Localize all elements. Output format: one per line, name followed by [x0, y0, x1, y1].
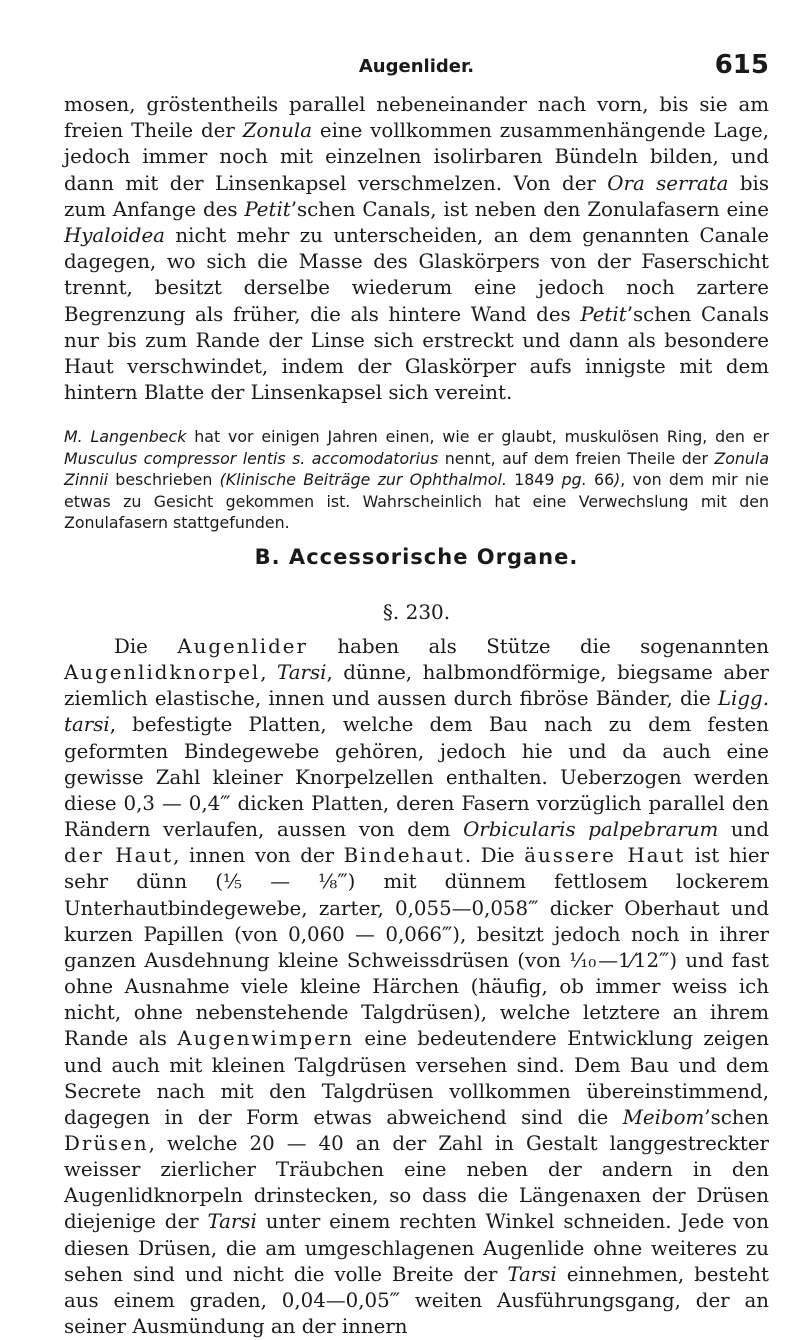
italic-term: Ora serrata	[607, 171, 729, 195]
spaced-term: Drüsen	[64, 1131, 149, 1155]
italic-term: Meibom	[622, 1105, 705, 1129]
spaced-term: der Haut	[64, 844, 174, 868]
italic-term: Ligg. tarsi	[64, 687, 769, 737]
spaced-term: äussere Haut	[524, 844, 686, 868]
italic-term: M. Langenbeck	[64, 427, 187, 446]
paragraph-continuation: mosen, gröstentheils parallel nebeneinander nach vorn, bis sie am freien Theile der Zonula eine vollkommen zusammenhängende Lage, jedoch immer noch mit einzelnen isolirbaren Bündeln bilden, und dann mit der Linsenkapsel verschmelzen. Von der Ora serrata bis zum Anfange des Petit’schen Canals, ist neben den Zonulafasern eine Hyaloidea nicht mehr zu unterscheiden, an dem genannten Canale dagegen, wo sich die Masse des Glaskörpers von der Faserschicht trennt, besitzt derselbe wiederum eine jedoch noch zartere Begrenzung als früher, die als hintere Wand des Petit’schen Canals nur bis zum Rande der Linse sich erstreckt und dann als besondere Haut verschwindet, indem der Glaskörper aufs innigste mit dem hintern Blatte der Linsenkapsel sich vereint.	[64, 93, 770, 405]
italic-term: Tarsi	[277, 661, 327, 685]
italic-term: (Klinische Beiträge zur Ophthalmol.	[219, 470, 507, 489]
section-heading: B. Accessorische Organe.	[254, 545, 579, 569]
running-header	[64, 50, 769, 82]
footnote-langenbeck: M. Langenbeck hat vor einigen Jahren einen, wie er glaubt, muskulösen Ring, den er Musculus compressor lentis s. accomodatorius nennt, auf dem freien Theile der Zonula Zinnii beschrieben (Klinische Beiträge zur Ophthalmol. 1849 pg. 66), von dem mir nie etwas zu Gesicht gekommen ist. Wahrscheinlich hat eine Verwechslung mit den Zonulafasern stattgefunden.	[64, 427, 770, 532]
spaced-term: Bindehaut	[343, 844, 465, 868]
italic-term: Hyaloidea	[64, 224, 165, 248]
italic-term: )	[614, 470, 621, 489]
italic-term: Zonula Zinnii	[64, 448, 770, 489]
italic-term: Petit	[244, 197, 291, 221]
italic-term: Tarsi	[507, 1262, 557, 1286]
page-number: 615	[714, 50, 769, 80]
spaced-term: Augenlidknorpel	[64, 661, 261, 685]
italic-term: Petit	[580, 302, 627, 326]
spaced-term: Augenwimpern	[177, 1027, 355, 1051]
paragraph-number: §. 230.	[382, 600, 451, 624]
paragraph-augenlider: Die Augenlider haben als Stütze die sogenannten Augenlidknorpel, Tarsi, dünne, halbmondförmige, biegsame aber ziemlich elastische, innen und aussen durch fibröse Bänder, die Ligg. tarsi, befestigte Platten, welche dem Bau nach zu dem festen geformten Bindegewebe gehören, jedoch hie und da auch eine gewisse Zahl kleiner Knorpelzellen enthalten. Ueberzogen werden diese 0,3 — 0,4‴ dicken Platten, deren Fasern vorzüglich parallel den Rändern verlaufen, aussen von dem Orbicularis palpebrarum und der Haut, innen von der Bindehaut. Die äussere Haut ist hier sehr dünn (⅕ — ⅛‴) mit dünnem fettlosem lockerem Unterhautbindegewebe, zarter, 0,055—0,058‴ dicker Oberhaut und kurzen Papillen (von 0,060 — 0,066‴), besitzt jedoch noch in ihrer ganzen Ausdehnung kleine Schweissdrüsen (von ⅒—1⁄12‴) und fast ohne Ausnahme viele kleine Härchen (häufig, ob immer weiss ich nicht, ohne nebenstehende Talgdrüsen), welche letztere an ihrem Rande als Augenwimpern eine bedeutendere Entwicklung zeigen und auch mit kleinen Talgdrüsen versehen sind. Dem Bau und dem Secrete nach mit den Talgdrüsen vollkommen übereinstimmend, dagegen in der Form etwas abweichend sind die Meibom’schen Drüsen, welche 20 — 40 an der Zahl in Gestalt langgestreckter weisser zierlicher Träubchen eine neben der andern in den Augenlidknorpeln drinstecken, so dass die Längenaxen der Drüsen diejenige der Tarsi unter einem rechten Winkel schneiden. Jede von diesen Drüsen, die am umgeschlagenen Augenlide ohne weiteres zu sehen sind und nicht die volle Breite der Tarsi einnehmen, besteht aus einem graden, 0,04—0,05‴ weiten Ausführungsgang, der an seiner Ausmündung an der innern	[64, 635, 770, 1339]
italic-term: Tarsi	[207, 1210, 257, 1234]
italic-term: pg.	[561, 470, 587, 489]
running-title: Augenlider.	[358, 56, 475, 77]
italic-term: Zonula	[242, 119, 312, 143]
italic-term: Orbicularis palpebrarum	[463, 818, 719, 842]
italic-term: Musculus compressor lentis s. accomodatorius	[64, 448, 439, 468]
spaced-term: Augenlider	[177, 635, 308, 658]
